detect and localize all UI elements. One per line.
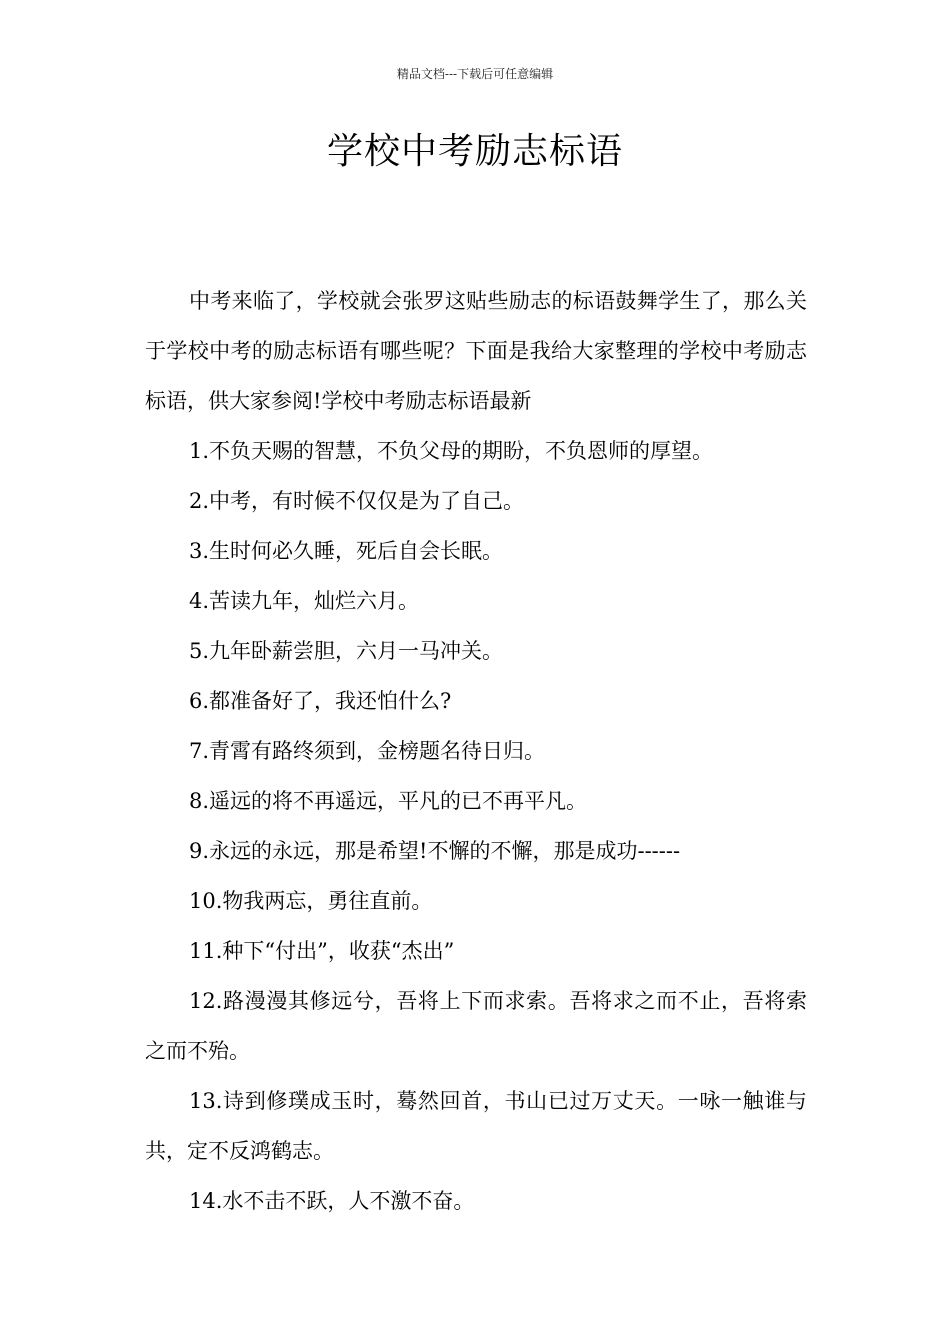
slogan-item: 10.物我两忘，勇往直前。 [189,889,433,913]
slogan-item: 1.不负天赐的智慧，不负父母的期盼，不负恩师的厚望。 [189,439,714,463]
slogan-item: 12.路漫漫其修远兮，吾将上下而求索。吾将求之而不止，吾将索之而不殆。 [145,989,807,1063]
slogan-item: 2.中考，有时候不仅仅是为了自己。 [189,489,525,513]
slogan-item: 4.苦读九年，灿烂六月。 [189,589,420,613]
slogan-item: 14.水不击不跃，人不激不奋。 [189,1189,475,1213]
header-note: 精品文档---下载后可任意编辑 [396,67,554,81]
slogan-item: 3.生时何必久睡，死后自会长眠。 [189,539,504,563]
slogan-item: 9.永远的永远，那是希望!不懈的不懈，那是成功------ [189,839,681,863]
slogan-item: 11.种下“付出”，收获“杰出” [189,939,455,963]
document-body [145,276,807,1226]
slogan-item: 13.诗到修璞成玉时，蓦然回首，书山已过万丈天。一咏一触谁与共，定不反鸿鹤志。 [145,1089,807,1163]
slogan-item: 5.九年卧薪尝胆，六月一马冲关。 [189,639,504,663]
intro-paragraph: 中考来临了，学校就会张罗这贴些励志的标语鼓舞学生了，那么关于学校中考的励志标语有哪些呢？下面是我给大家整理的学校中考励志标语，供大家参阅!学校中考励志标语最新 [145,289,807,413]
slogan-item: 8.遥远的将不再遥远，平凡的已不再平凡。 [189,789,588,813]
document-title: 学校中考励志标语 [326,131,623,172]
slogan-item: 7.青霄有路终须到，金榜题名待日归。 [189,739,546,763]
slogan-item: 6.都准备好了，我还怕什么? [189,689,452,713]
